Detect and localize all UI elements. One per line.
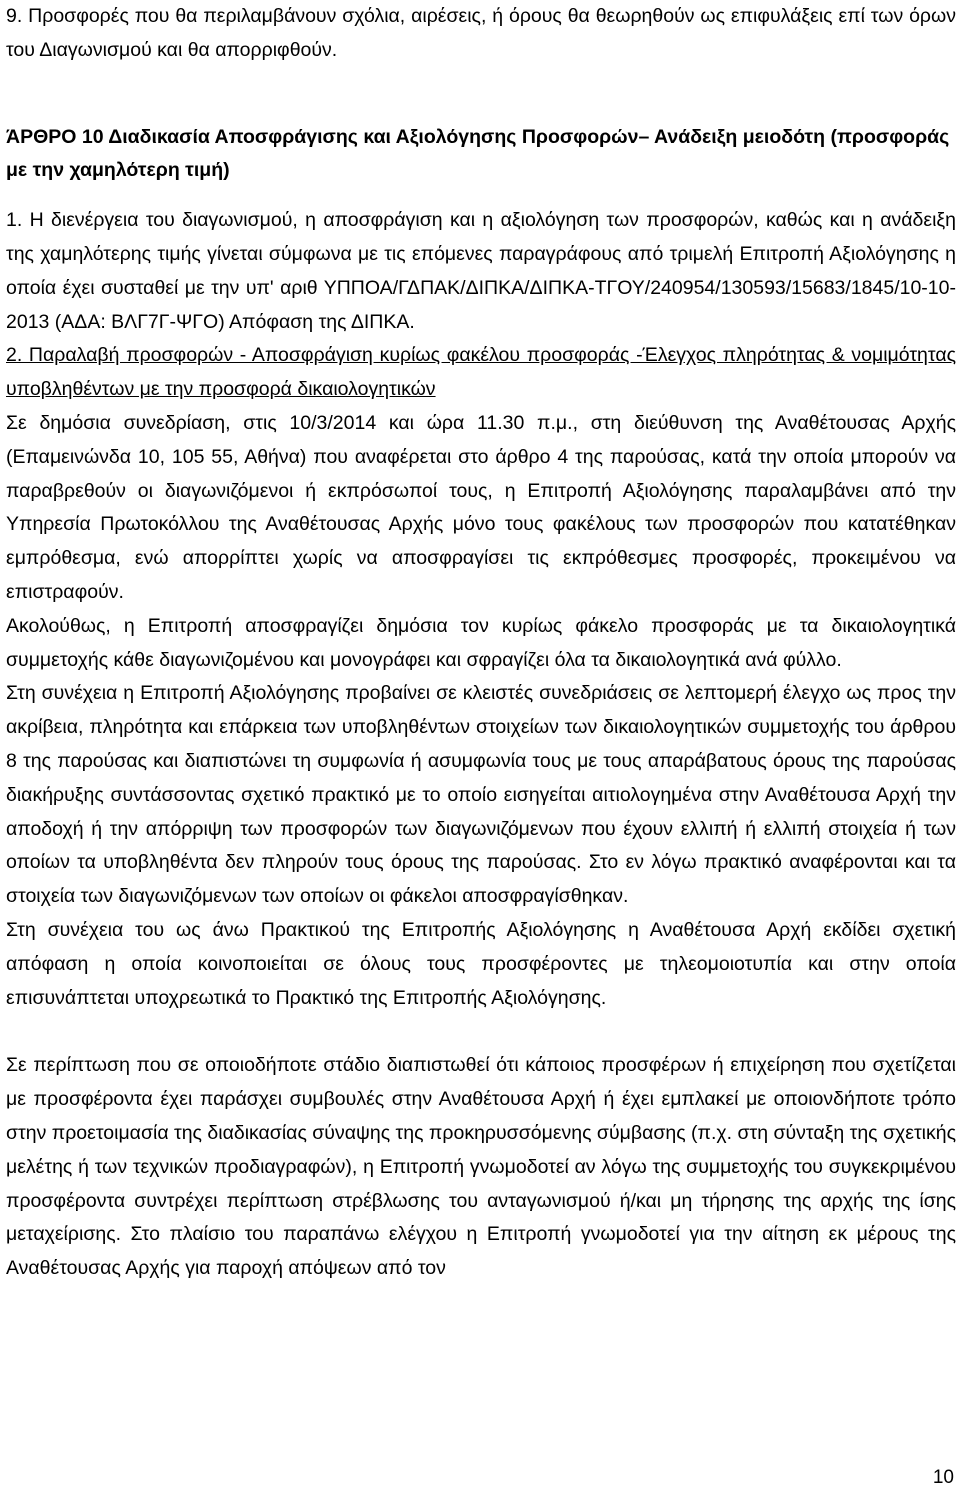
paragraph-4: Στη συνέχεια η Επιτροπή Αξιολόγησης προβαίνει σε κλειστές συνεδριάσεις σε λεπτομερή έλεγχο ως προς την ακρίβεια, πληρότητα και επάρκεια των υποβληθέντων στοιχείων των δικαιολογητικών συμμετοχής του άρθρου 8 της παρούσας και διαπιστώνει τη συμφωνία ή ασυμφωνία τους με τους απαράβατους όρους της παρούσας διακήρυξης συντάσσοντας σχετικό πρακτικό με το οποίο εισηγείται αιτιολογημένα στην Αναθέτουσα Αρχή την αποδοχή ή την απόρριψη των προσφορών των διαγωνιζόμενων που έχουν ελλιπή ή ελλιπή στοιχεία ή των οποίων τα υποβληθέντα δεν πληρούν τους όρους της παρούσας. Στο εν λόγω πρακτικό αναφέρονται και τα στοιχεία των διαγωνιζόμενων των οποίων οι φάκελοι αποσφραγίσθηκαν. <box>6 682 956 908</box>
document-page <box>6 0 956 1286</box>
paragraph-1: 1. Η διενέργεια του διαγωνισμού, η αποσφράγιση και η αξιολόγηση των προσφορών, καθώς και η ανάδειξη της χαμηλότερης τιμής γίνεται σύμφωνα με τις επόμενες παραγράφους από τριμελή Επιτροπή Αξιολόγησης η οποία έχει συσταθεί με την υπ' αριθ ΥΠΠΟΑ/ΓΔΠΑΚ/ΔΙΠΚΑ/ΔΙΠΚΑ-ΤΓΟΥ/240954/130593/15683/1845/10-10-2013 (ΑΔΑ: ΒΛΓ7Γ-ΨΓΟ) Απόφαση της ΔΙΠΚΑ. <box>6 209 956 333</box>
paragraph-2-heading: 2. Παραλαβή προσφορών - Αποσφράγιση κυρίως φακέλου προσφοράς -Έλεγχος πληρότητας & νομιμότητας υποβληθέντων με την προσφορά δικαιολογητικών <box>6 344 956 401</box>
article-title: ΆΡΘΡΟ 10 Διαδικασία Αποσφράγισης και Αξιολόγησης Προσφορών– Ανάδειξη μειοδότη (προσφοράς με την χαμηλότερη τιμή) <box>6 125 950 182</box>
spacer <box>6 188 956 204</box>
spacer <box>6 68 956 121</box>
paragraph-6: Σε περίπτωση που σε οποιοδήποτε στάδιο διαπιστωθεί ότι κάποιος προσφέρων ή επιχείρηση που σχετίζεται με προσφέροντα έχει παράσχει συμβουλές στην Αναθέτουσα Αρχή ή έχει εμπλακεί με οποιονδήποτε τρόπο στην προετοιμασία της διαδικασίας σύναψης της προκηρυσσόμενης σύμβασης (π.χ. στη σύνταξη της σχετικής μελέτης ή των τεχνικών προδιαγραφών), η Επιτροπή γνωμοδοτεί αν λόγω της συμμετοχής του συγκεκριμένου προσφέροντα συντρέχει περίπτωση στρέβλωσης του ανταγωνισμού ή/και μη τήρησης της αρχής της ίσης μεταχείρισης. Στο πλαίσιο του παραπάνω ελέγχου η Επιτροπή γνωμοδοτεί για την αίτηση εκ μέρους της Αναθέτουσας Αρχής για παροχή απόψεων από τον <box>6 1054 956 1280</box>
page-number: 10 <box>932 1467 954 1488</box>
spacer <box>6 1015 956 1049</box>
paragraph-5: Στη συνέχεια του ως άνω Πρακτικού της Επιτροπής Αξιολόγησης η Αναθέτουσα Αρχή εκδίδει σχετική απόφαση η οποία κοινοποιείται σε όλους τους προσφέροντες με τηλεομοιοτυπία και στην οποία επισυνάπτεται υποχρεωτικά το Πρακτικό της Επιτροπής Αξιολόγησης. <box>6 918 956 1009</box>
paragraph-3: Ακολούθως, η Επιτροπή αποσφραγίζει δημόσια τον κυρίως φάκελο προσφοράς με τα δικαιολογητικά συμμετοχής κάθε διαγωνιζομένου και μονογράφει και σφραγίζει όλα τα δικαιολογητικά ανά φύλλο. <box>6 614 956 671</box>
list-item-9: 9. Προσφορές που θα περιλαμβάνουν σχόλια, αιρέσεις, ή όρους θα θεωρηθούν ως επιφυλάξεις επί των όρων του Διαγωνισμού και θα απορριφθούν. <box>6 5 956 61</box>
paragraph-2-body: Σε δημόσια συνεδρίαση, στις 10/3/2014 και ώρα 11.30 π.μ., στη διεύθυνση της Αναθέτουσας Αρχής (Επαμεινώνδα 10, 105 55, Αθήνα) που αναφέρεται στο άρθρο 4 της παρούσας, κατά την οποία μπορούν να παραβρεθούν οι διαγωνιζόμενοι ή εκπρόσωποί τους, η Επιτροπή Αξιολόγησης παραλαμβάνει από την Υπηρεσία Πρωτοκόλλου της Αναθέτουσας Αρχής μόνο τους φακέλους των προσφορών που κατατέθηκαν εμπρόθεσμα, ενώ απορρίπτει χωρίς να αποσφραγίσει τις εκπρόθεσμες προσφορές, προκειμένου να επιστραφούν. <box>6 411 956 603</box>
